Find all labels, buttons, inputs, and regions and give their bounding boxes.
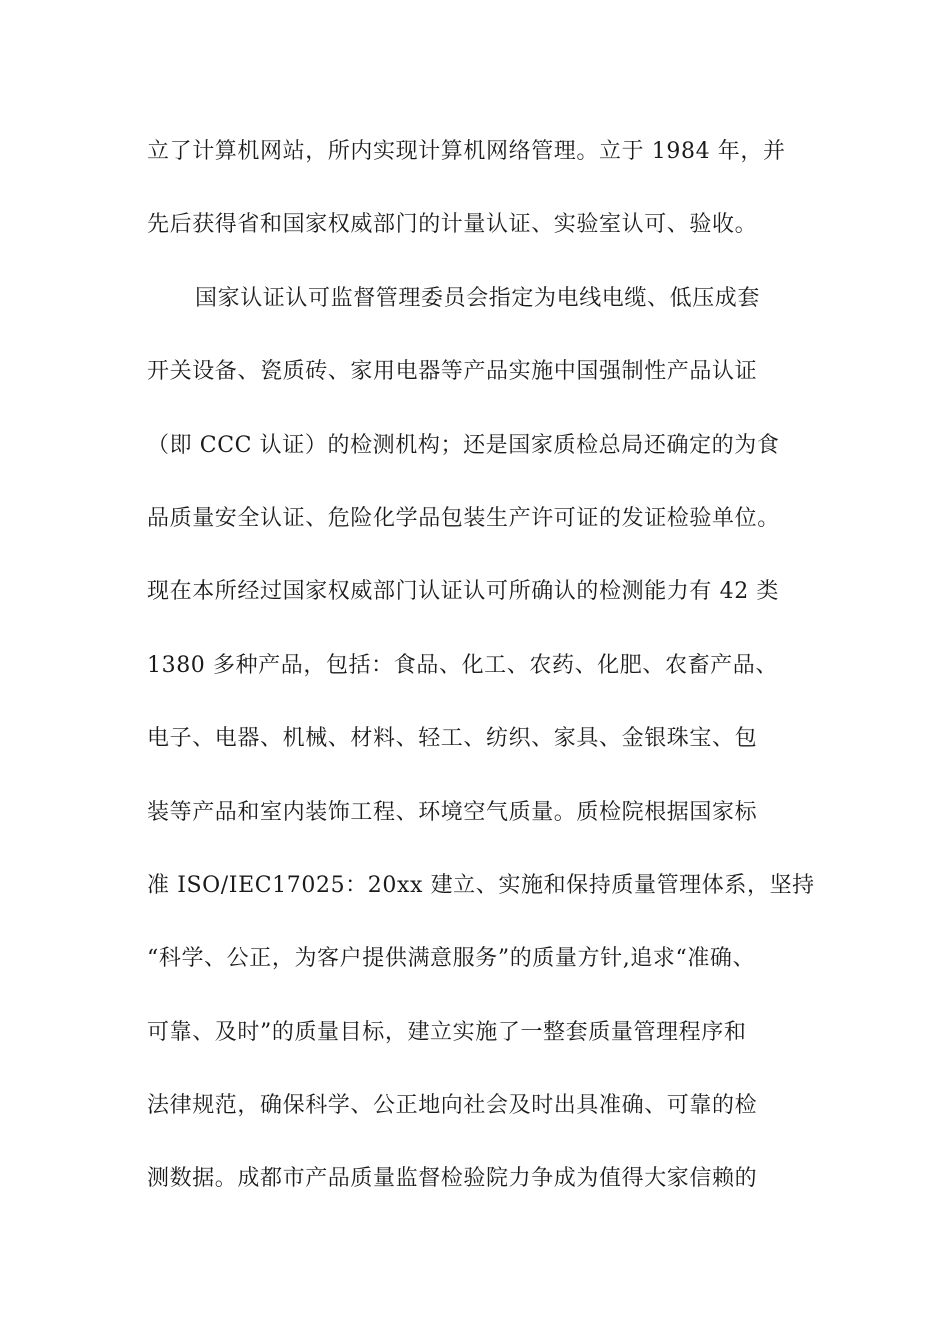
text-line: 准 ISO/IEC17025：20xx 建立、实施和保持质量管理体系，坚持	[147, 872, 815, 898]
paragraph-start-line: 国家认证认可监督管理委员会指定为电线电缆、低压成套	[195, 285, 761, 311]
text-line: 先后获得省和国家权威部门的计量认证、实验室认可、验收。	[147, 212, 758, 238]
text-line: 品质量安全认证、危险化学品包装生产许可证的发证检验单位。	[147, 505, 780, 531]
text-line: 电子、电器、机械、材料、轻工、纺织、家具、金银珠宝、包	[147, 726, 758, 752]
text-line: （即 CCC 认证）的检测机构；还是国家质检总局还确定的为食	[147, 432, 780, 458]
text-line: 1380 多种产品，包括：食品、化工、农药、化肥、农畜产品、	[147, 652, 778, 678]
text-line: 立了计算机网站，所内实现计算机网络管理。立于 1984 年，并	[147, 139, 786, 164]
body-text	[147, 130, 817, 1231]
text-line: 现在本所经过国家权威部门认证认可所确认的检测能力有 42 类	[147, 579, 779, 605]
text-line: 法律规范，确保科学、公正地向社会及时出具准确、可靠的检	[147, 1093, 758, 1119]
text-line: 装等产品和室内装饰工程、环境空气质量。质检院根据国家标	[147, 799, 758, 825]
text-line: 测数据。成都市产品质量监督检验院力争成为值得大家信赖的	[147, 1166, 758, 1192]
text-line: 开关设备、瓷质砖、家用电器等产品实施中国强制性产品认证	[147, 359, 758, 385]
text-line: “科学、公正，为客户提供满意服务”的质量方针,追求“准确、	[147, 946, 756, 972]
text-line: 可靠、及时”的质量目标，建立实施了一整套质量管理程序和	[147, 1019, 747, 1045]
